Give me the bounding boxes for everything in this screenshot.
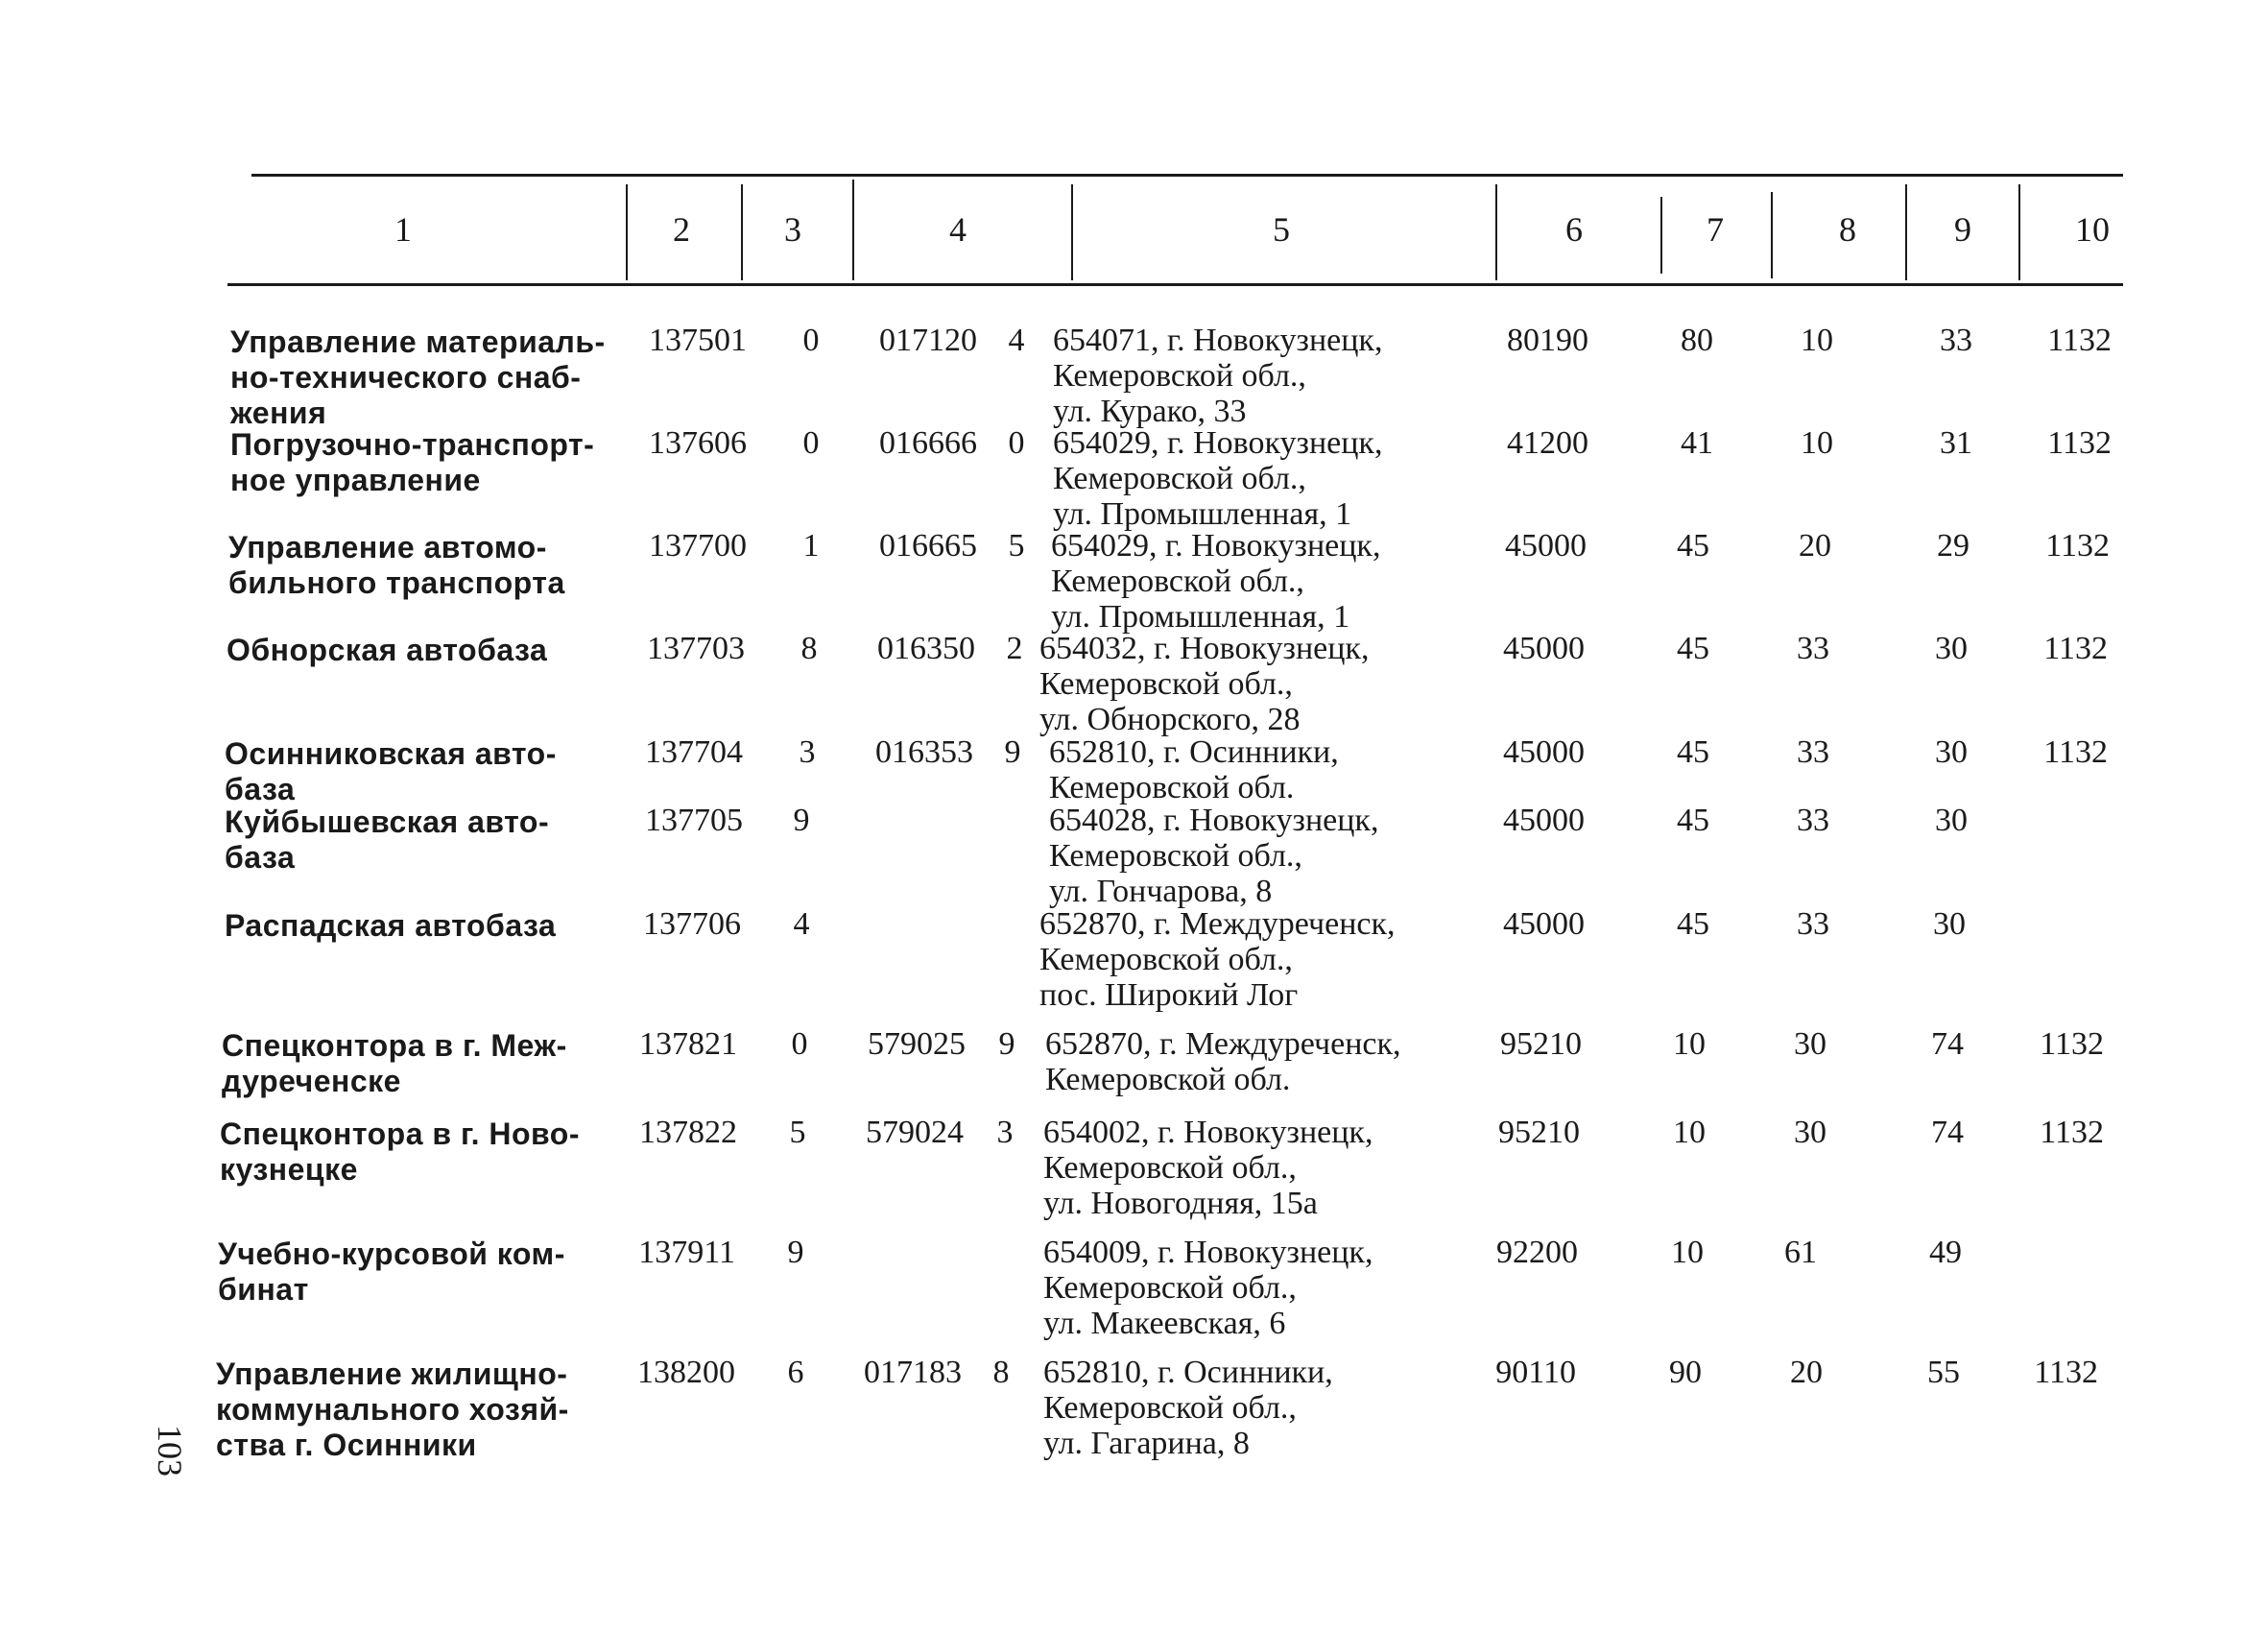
code-col-4-digit: 0 — [1008, 425, 1025, 461]
address: 654029, г. Новокузнецк, Кемеровской обл., ул. Промышленная, 1 — [1051, 528, 1381, 635]
code-col-7: 90 — [1669, 1355, 1702, 1390]
column-header-6: 6 — [1565, 210, 1583, 249]
table-top-rule — [251, 174, 2123, 177]
code-col-4: 579025 — [868, 1026, 966, 1062]
organization-name: Спецконтора в г. Меж- дуреченске — [222, 1028, 567, 1098]
header-separator — [626, 184, 628, 280]
code-col-4-digit: 9 — [998, 1026, 1015, 1062]
code-col-9: 30 — [1935, 631, 1968, 666]
code-col-6: 80190 — [1507, 323, 1588, 358]
header-separator — [1071, 184, 1073, 280]
address: 654071, г. Новокузнецк, Кемеровской обл., ул. Курако, 33 — [1053, 323, 1383, 429]
code-col-6: 45000 — [1503, 803, 1585, 838]
code-col-7: 80 — [1681, 323, 1713, 358]
organization-name: Осинниковская авто- база — [225, 736, 557, 806]
code-col-3: 9 — [787, 1235, 804, 1270]
header-separator — [852, 180, 854, 280]
code-col-4-digit: 3 — [996, 1115, 1014, 1150]
code-col-3: 5 — [789, 1115, 806, 1150]
code-col-3: 4 — [793, 906, 810, 942]
code-col-8: 33 — [1797, 803, 1829, 838]
code-col-8: 10 — [1801, 425, 1833, 461]
code-col-2: 137704 — [645, 734, 743, 770]
code-col-6: 45000 — [1503, 906, 1585, 942]
code-col-4: 016666 — [879, 425, 977, 461]
page-number: 103 — [151, 1425, 189, 1477]
address: 654029, г. Новокузнецк, Кемеровской обл., ул. Промышленная, 1 — [1053, 425, 1383, 532]
column-header-1: 1 — [394, 210, 412, 249]
code-col-9: 30 — [1935, 803, 1968, 838]
code-col-2: 137700 — [649, 528, 747, 564]
address: 652810, г. Осинники, Кемеровской обл., ул. Гагарина, 8 — [1043, 1355, 1333, 1461]
address: 654028, г. Новокузнецк, Кемеровской обл., ул. Гончарова, 8 — [1049, 803, 1379, 909]
column-header-5: 5 — [1273, 210, 1290, 249]
code-col-3: 1 — [802, 528, 820, 564]
column-header-2: 2 — [673, 210, 690, 249]
code-col-10: 1132 — [2043, 734, 2108, 770]
code-col-6: 95210 — [1500, 1026, 1582, 1062]
address: 654032, г. Новокузнецк, Кемеровской обл., ул. Обнорского, 28 — [1039, 631, 1370, 737]
code-col-2: 138200 — [637, 1355, 735, 1390]
code-col-9: 30 — [1935, 734, 1968, 770]
code-col-2: 137706 — [643, 906, 741, 942]
column-header-4: 4 — [949, 210, 967, 249]
code-col-9: 31 — [1940, 425, 1972, 461]
code-col-4: 579024 — [866, 1115, 964, 1150]
code-col-2: 137606 — [649, 425, 747, 461]
organization-name: Погрузочно-транспорт- ное управление — [230, 427, 595, 497]
header-separator — [2018, 184, 2020, 280]
header-bottom-rule — [227, 283, 2123, 286]
organization-name: Управление жилищно- коммунального хозяй- ства г. Осинники — [216, 1357, 569, 1462]
organization-name: Управление материаль- но-технического снаб- жения — [230, 324, 606, 430]
header-separator — [1905, 184, 1907, 280]
code-col-3: 3 — [799, 734, 816, 770]
code-col-4-digit: 4 — [1008, 323, 1025, 358]
code-col-3: 0 — [802, 425, 820, 461]
address: 654009, г. Новокузнецк, Кемеровской обл., ул. Макеевская, 6 — [1043, 1235, 1373, 1341]
code-col-8: 33 — [1797, 631, 1829, 666]
code-col-4-digit: 8 — [992, 1355, 1010, 1390]
code-col-8: 20 — [1799, 528, 1831, 564]
code-col-4: 016353 — [875, 734, 973, 770]
code-col-8: 20 — [1790, 1355, 1823, 1390]
code-col-8: 30 — [1794, 1115, 1826, 1150]
code-col-6: 45000 — [1503, 734, 1585, 770]
code-col-9: 29 — [1937, 528, 1970, 564]
header-separator — [1495, 184, 1497, 280]
organization-name: Учебно-курсовой ком- бинат — [218, 1237, 565, 1307]
code-col-6: 92200 — [1496, 1235, 1578, 1270]
address: 654002, г. Новокузнецк, Кемеровской обл., ул. Новогодняя, 15а — [1043, 1115, 1373, 1221]
header-separator — [1771, 192, 1773, 278]
organization-name: Управление автомо- бильного транспорта — [228, 530, 565, 600]
header-separator — [1660, 197, 1662, 274]
column-header-7: 7 — [1707, 210, 1724, 249]
code-col-4-digit: 5 — [1008, 528, 1025, 564]
code-col-7: 45 — [1677, 528, 1709, 564]
organization-name: Распадская автобаза — [225, 908, 557, 943]
code-col-3: 9 — [793, 803, 810, 838]
code-col-8: 30 — [1794, 1026, 1826, 1062]
code-col-8: 61 — [1784, 1235, 1817, 1270]
column-header-9: 9 — [1954, 210, 1971, 249]
code-col-4: 016665 — [879, 528, 977, 564]
code-col-4-digit: 2 — [1006, 631, 1023, 666]
code-col-6: 41200 — [1507, 425, 1588, 461]
code-col-10: 1132 — [2040, 1026, 2104, 1062]
code-col-4: 017183 — [864, 1355, 962, 1390]
address: 652810, г. Осинники, Кемеровской обл. — [1049, 734, 1339, 805]
code-col-10: 1132 — [2045, 528, 2110, 564]
code-col-7: 41 — [1681, 425, 1713, 461]
code-col-7: 45 — [1677, 906, 1709, 942]
code-col-6: 45000 — [1505, 528, 1587, 564]
organization-name: Спецконтора в г. Ново- кузнецке — [220, 1117, 580, 1187]
code-col-3: 0 — [791, 1026, 808, 1062]
column-header-10: 10 — [2075, 210, 2110, 249]
code-col-4: 017120 — [879, 323, 977, 358]
code-col-10: 1132 — [2043, 631, 2108, 666]
code-col-2: 137821 — [639, 1026, 737, 1062]
code-col-9: 33 — [1940, 323, 1972, 358]
code-col-10: 1132 — [2034, 1355, 2098, 1390]
organization-name: Куйбышевская авто- база — [225, 804, 550, 875]
code-col-10: 1132 — [2040, 1115, 2104, 1150]
code-col-9: 74 — [1931, 1026, 1964, 1062]
code-col-2: 137703 — [647, 631, 745, 666]
code-col-7: 10 — [1671, 1235, 1704, 1270]
code-col-8: 33 — [1797, 906, 1829, 942]
code-col-7: 10 — [1673, 1026, 1706, 1062]
code-col-2: 137822 — [639, 1115, 737, 1150]
code-col-9: 55 — [1927, 1355, 1960, 1390]
column-header-3: 3 — [784, 210, 801, 249]
code-col-3: 8 — [800, 631, 818, 666]
code-col-6: 90110 — [1495, 1355, 1576, 1390]
code-col-4: 016350 — [877, 631, 975, 666]
organization-name: Обнорская автобаза — [227, 633, 548, 667]
code-col-9: 74 — [1931, 1115, 1964, 1150]
code-col-7: 45 — [1677, 631, 1709, 666]
code-col-9: 49 — [1929, 1235, 1962, 1270]
code-col-6: 95210 — [1498, 1115, 1580, 1150]
header-separator — [741, 184, 743, 280]
code-col-7: 45 — [1677, 734, 1709, 770]
address: 652870, г. Междуреченск, Кемеровской обл. — [1045, 1026, 1401, 1097]
code-col-6: 45000 — [1503, 631, 1585, 666]
column-header-8: 8 — [1839, 210, 1856, 249]
code-col-2: 137501 — [649, 323, 747, 358]
code-col-8: 33 — [1797, 734, 1829, 770]
code-col-2: 137911 — [638, 1235, 735, 1270]
address: 652870, г. Междуреченск, Кемеровской обл., пос. Широкий Лог — [1039, 906, 1396, 1013]
code-col-3: 6 — [787, 1355, 804, 1390]
code-col-7: 45 — [1677, 803, 1709, 838]
code-col-3: 0 — [802, 323, 820, 358]
code-col-7: 10 — [1673, 1115, 1706, 1150]
code-col-9: 30 — [1933, 906, 1966, 942]
code-col-10: 1132 — [2047, 425, 2112, 461]
code-col-4-digit: 9 — [1004, 734, 1021, 770]
code-col-8: 10 — [1801, 323, 1833, 358]
code-col-10: 1132 — [2047, 323, 2112, 358]
code-col-2: 137705 — [645, 803, 743, 838]
